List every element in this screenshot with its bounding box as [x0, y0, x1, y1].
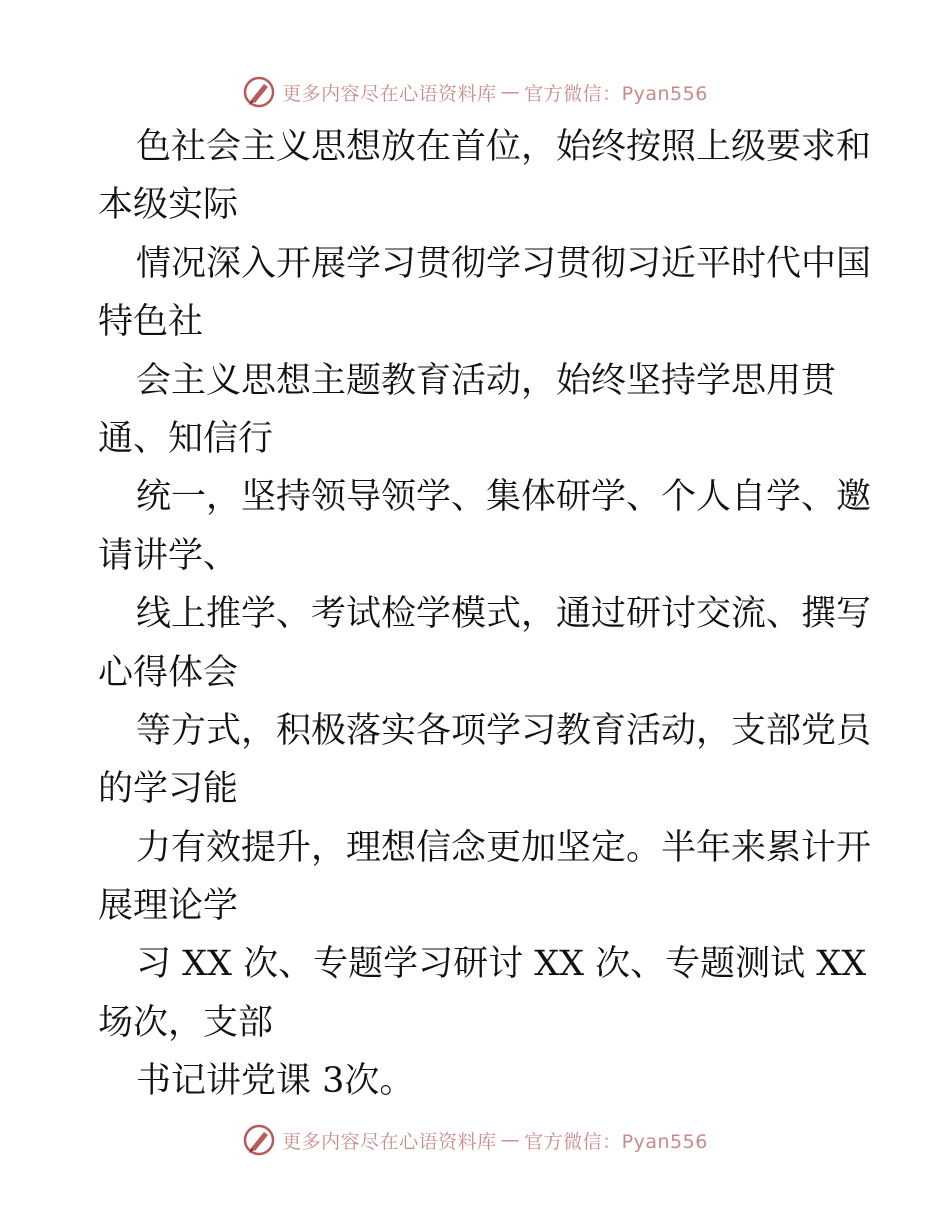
text-line: 统一，坚持领导领学、集体研学、个人自学、邀 [136, 477, 872, 518]
text-line: 特色社 [98, 302, 204, 343]
text-line: 的学习能 [98, 769, 239, 810]
text-line: 请讲学、 [98, 535, 239, 576]
text-line: 会主义思想主题教育活动，始终坚持学思用贯 [136, 360, 837, 401]
text-line: 习 XX 次、专题学习研讨 XX 次、专题测试 XX [136, 944, 867, 985]
pen-logo-icon [242, 75, 276, 109]
text-line: 展理论学 [98, 886, 239, 927]
watermark-wechat-text: 官方微信：Pyan556 [524, 1130, 708, 1153]
text-line: 色社会主义思想放在首位，始终按照上级要求和 [136, 127, 872, 167]
text-line: 等方式，积极落实各项学习教育活动，支部党员 [136, 710, 872, 751]
text-line: 情况深入开展学习贯彻学习贯彻习近平时代中国 [136, 243, 872, 284]
watermark-site-text: 更多内容尽在心语资料库 [282, 1130, 497, 1153]
watermark-site-text: 更多内容尽在心语资料库 [282, 82, 497, 105]
text-line: 线上推学、考试检学模式，通过研讨交流、撰写 [136, 594, 872, 635]
footer-watermark [0, 1120, 950, 1160]
document-body [98, 118, 872, 1111]
text-line: 场次，支部 [98, 1002, 274, 1043]
text-line: 通、知信行 [98, 418, 274, 459]
text-line: 书记讲党课 3次。 [136, 1061, 415, 1102]
pen-logo-icon [242, 1123, 276, 1157]
watermark-wechat-text: 官方微信：Pyan556 [524, 82, 708, 105]
watermark-separator: — [500, 81, 521, 103]
text-line: 本级实际 [98, 185, 239, 226]
text-line: 心得体会 [98, 652, 239, 693]
watermark-separator: — [500, 1129, 521, 1151]
header-watermark [0, 72, 950, 112]
text-line: 力有效提升，理想信念更加坚定。半年来累计开 [136, 827, 872, 868]
